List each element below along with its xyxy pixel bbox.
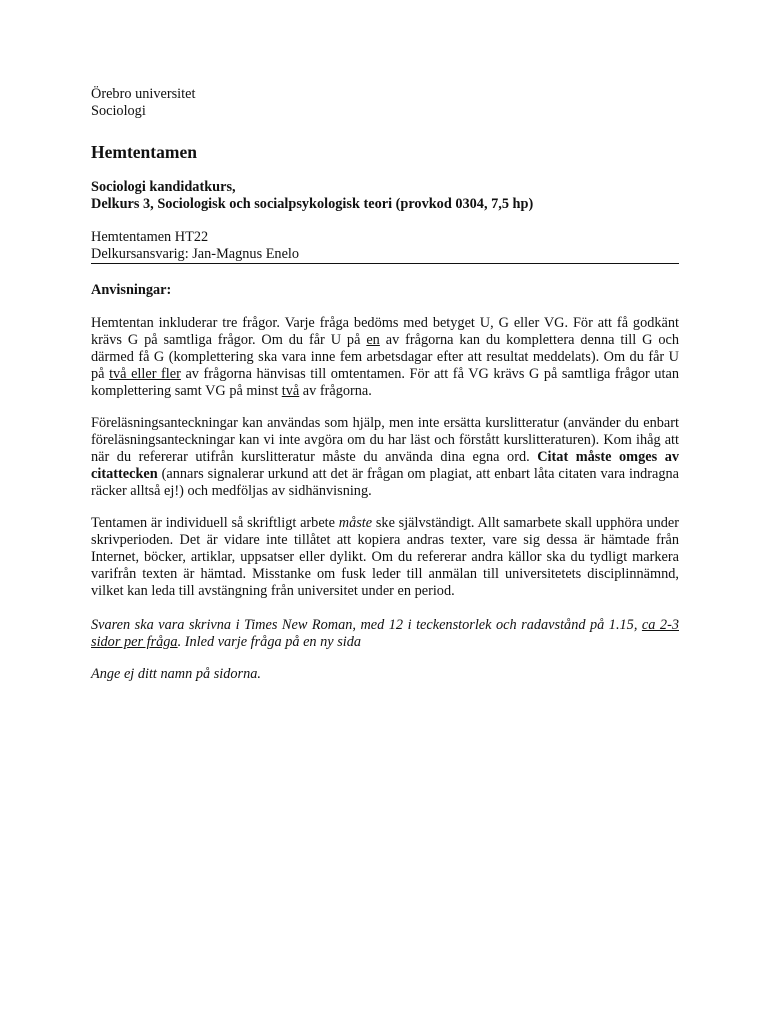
paragraph-grading — [91, 315, 679, 400]
course-block — [91, 179, 679, 213]
course-name: Sociologi kandidatkurs, — [91, 179, 236, 195]
emphasis-underline: två eller fler — [109, 366, 181, 382]
emphasis-italic: måste — [338, 515, 373, 531]
paragraph-formatting — [91, 617, 679, 651]
paragraph-text: . Inled varje fråga på en ny sida — [177, 634, 362, 650]
paragraph-text: av frågorna. — [299, 383, 372, 399]
emphasis-underline: en — [366, 332, 380, 348]
page-title: Hemtentamen — [91, 142, 197, 162]
paragraph-individual-work — [91, 515, 679, 600]
course-part: Delkurs 3, Sociologisk och socialpsykologisk teori (provkod 0304, 7,5 hp) — [91, 196, 534, 212]
paragraph-text: av frågorna hänvisas till omtentamen. För att få VG krävs G på samtliga frågor utan komplettering samt VG på minst — [91, 366, 679, 399]
instructions-heading: Anvisningar: — [91, 282, 172, 298]
instructions-heading-block — [91, 282, 679, 299]
anonymity-note: Ange ej ditt namn på sidorna. — [91, 666, 261, 682]
paragraph-text: Svaren ska vara skrivna i Times New Roman, med 12 i teckenstorlek och radavstånd på 1.15, — [91, 617, 642, 633]
paragraph-text: (annars signalerar urkund att det är frågan om plagiat, att enbart låta citaten vara indragna räcker alltså ej!) och medföljas av sidhänvisning. — [91, 466, 679, 499]
paragraph-anonymity — [91, 666, 679, 683]
paragraph-text: ske självständigt. Allt samarbete skall upphöra under skrivperioden. Det är vidare inte tillåtet att kopiera andras texter, vare sig dessa är hämtade från Internet, böcker, artiklar, uppsatser eller dylikt. Om du refererar andra källor ska du tydligt markera varifrån texten är hämtad. Misstanke om fusk leder till anmälan till universitetets disciplinnämnd, vilket kan leda till avstängning från universitet under en period. — [91, 515, 680, 599]
department-name: Sociologi — [91, 103, 146, 119]
paragraph-text: av frågorna kan du komplettera denna till G och därmed få G (komplettering ska vara inne fem arbetsdagar efter att resultat meddelats). Om du får U på — [91, 332, 680, 382]
horizontal-divider — [91, 263, 679, 264]
paragraph-text: Föreläsningsanteckningar kan användas som hjälp, men inte ersätta kurslitteratur (använder du enbart föreläsningsanteckningar kan vi inte avgöra om du har läst och förstått kurslitteraturen). Kom ihåg att när du refererar utifrån kurslitteratur måste du använda dina egna ord. — [91, 415, 679, 465]
paragraph-references — [91, 415, 679, 500]
emphasis-underline: två — [281, 383, 300, 399]
paragraph-text: Hemtentan inkluderar tre frågor. Varje fråga bedöms med betyget U, G eller VG. För att få godkänt krävs G på samtliga frågor. Om du får U på — [91, 315, 679, 348]
exam-responsible: Delkursansvarig: Jan-Magnus Enelo — [91, 246, 300, 262]
page-title-block — [91, 142, 679, 162]
paragraph-text: Tentamen är individuell så skriftligt arbete — [91, 515, 339, 531]
header-block — [91, 86, 679, 120]
exam-info-block — [91, 229, 679, 263]
emphasis-underline: ca 2-3 sidor per fråga — [91, 617, 679, 650]
exam-name: Hemtentamen HT22 — [91, 229, 209, 245]
emphasis-bold: Citat måste omges av citattecken — [91, 449, 679, 482]
university-name: Örebro universitet — [91, 86, 196, 102]
